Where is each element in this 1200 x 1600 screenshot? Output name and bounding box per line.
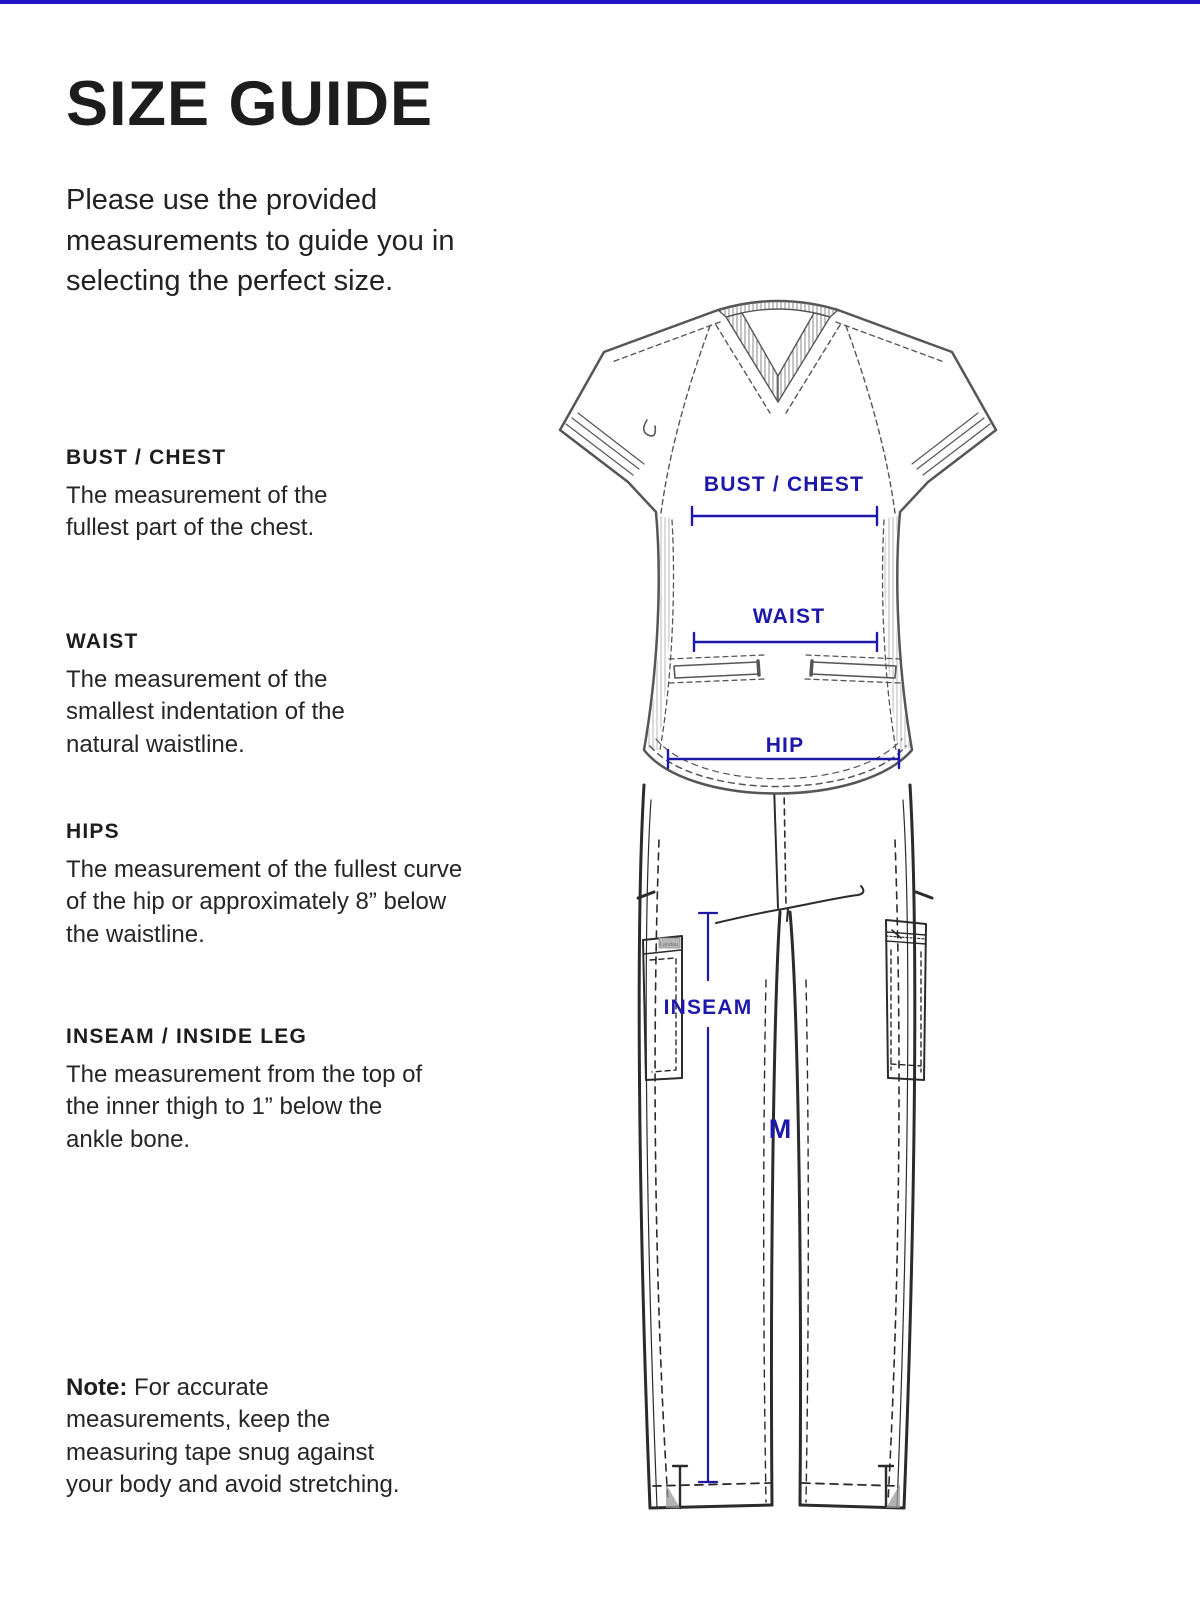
- brand-tag-label: Landau: [659, 942, 679, 948]
- scrub-top-drawing: [560, 301, 996, 794]
- section-body: The measurement of the fullest part of the chest.: [66, 482, 328, 542]
- section-waist: [66, 630, 396, 761]
- section-body: The measurement of the fullest curve of the hip or approximately 8” below the waistline.: [66, 856, 463, 948]
- note-body: For accurate measurements, keep the measuring tape snug against your body and avoid stretching.: [66, 1374, 400, 1499]
- size-diagram: [540, 280, 1030, 1530]
- page-title: SIZE GUIDE: [66, 69, 434, 139]
- section-body: The measurement from the top of the inner thigh to 1” below the ankle bone.: [66, 1061, 423, 1153]
- section-heading: INSEAM / INSIDE LEG: [66, 1025, 307, 1048]
- note-label: Note:: [66, 1374, 128, 1401]
- section-inseam: [66, 1025, 426, 1156]
- note-text: [66, 1372, 424, 1502]
- inseam-measure-line-top: [699, 913, 717, 980]
- top-accent-bar: [0, 0, 1200, 4]
- section-bust-chest: [66, 446, 376, 545]
- size-m-label: M: [768, 1114, 792, 1144]
- section-hips: [66, 820, 466, 951]
- inseam-measure-line-bottom: [699, 1028, 717, 1482]
- inseam-measure-label: INSEAM: [663, 996, 753, 1019]
- intro-text: Please use the provided measurements to guide you in selecting the perfect size.: [66, 184, 455, 298]
- section-heading: BUST / CHEST: [66, 446, 227, 469]
- section-heading: HIPS: [66, 820, 120, 843]
- hip-measure-label: HIP: [765, 734, 805, 757]
- section-heading: WAIST: [66, 630, 139, 653]
- section-body: The measurement of the smallest indentation of the natural waistline.: [66, 666, 345, 758]
- bust-measure-label: BUST / CHEST: [703, 473, 865, 496]
- scrub-pants-drawing: [638, 785, 932, 1508]
- waist-measure-label: WAIST: [752, 605, 826, 628]
